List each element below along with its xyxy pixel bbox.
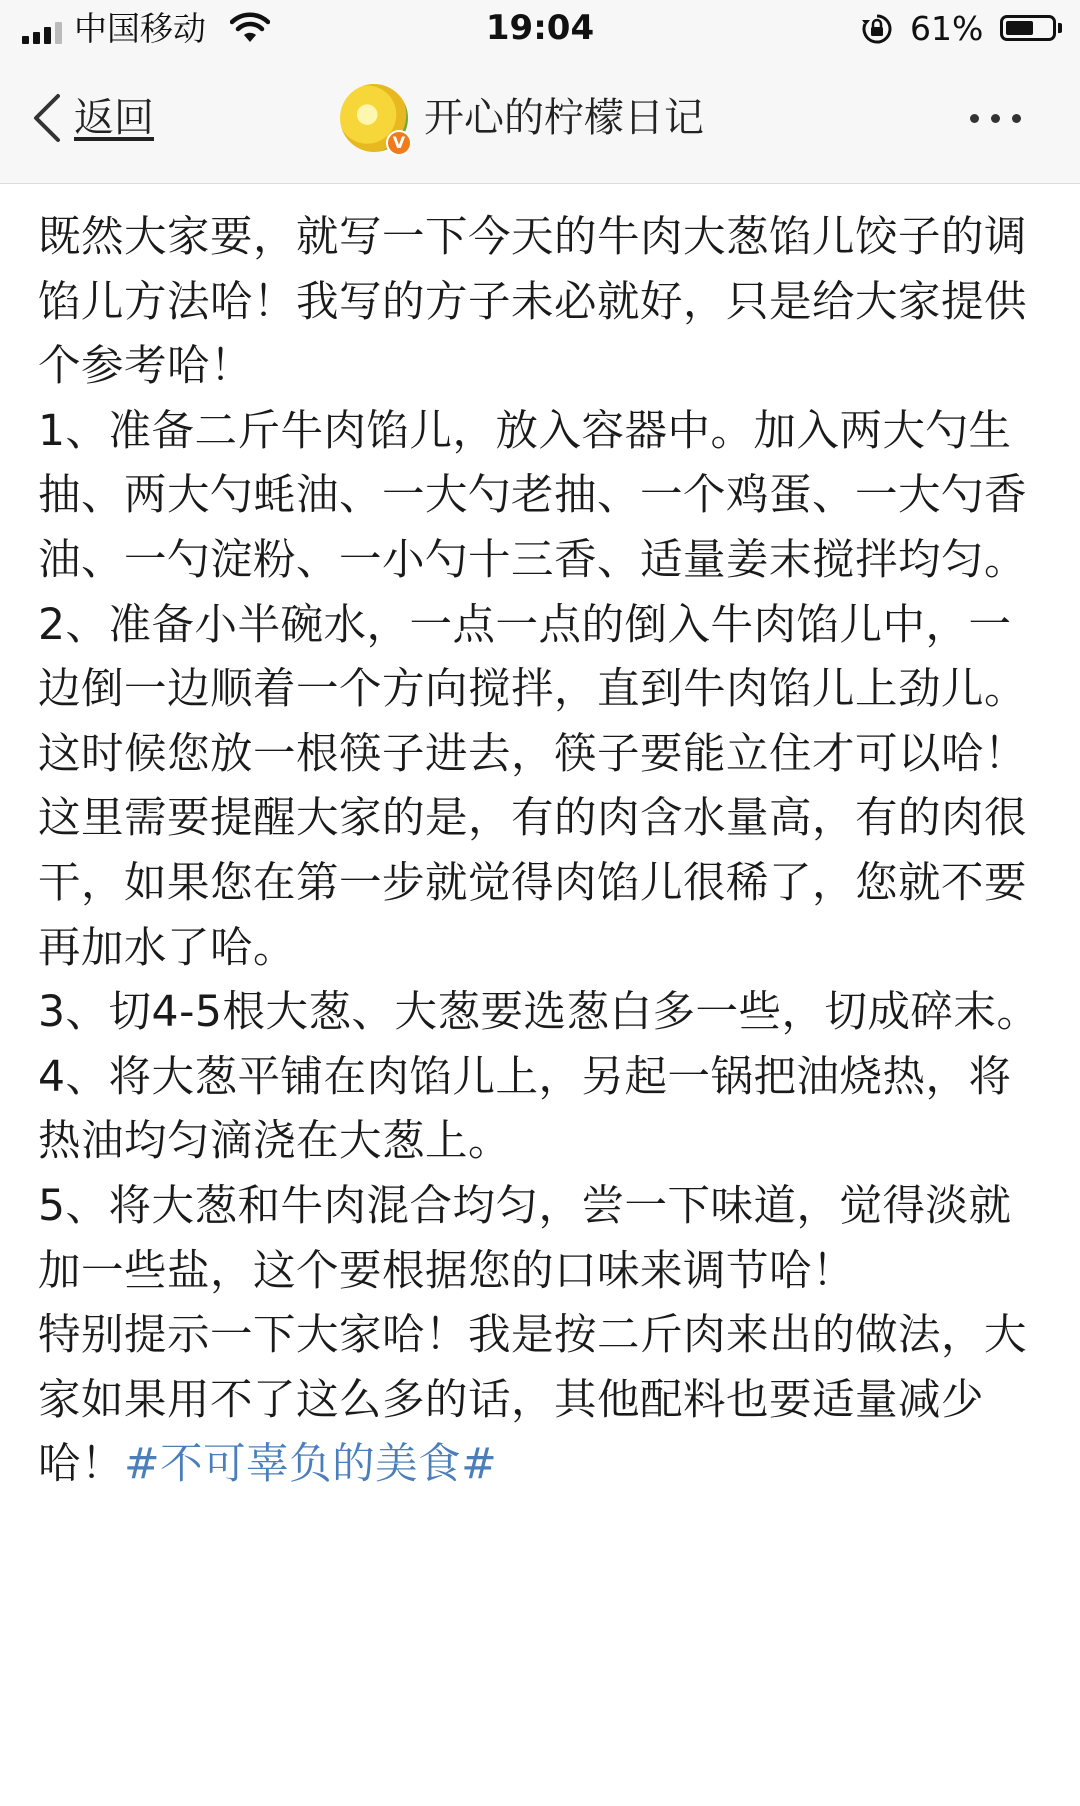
page-title: 开心的柠檬日记 xyxy=(424,95,704,141)
back-button[interactable] xyxy=(28,86,154,150)
status-time: 19:04 xyxy=(485,8,595,48)
battery-nub xyxy=(1058,23,1062,33)
post-paragraph: 1、准备二斤牛肉馅儿，放入容器中。加入两大勺生抽、两大勺蚝油、一大勺老抽、一个鸡蛋、一大勺香油、一勺淀粉、一小勺十三香、适量姜末搅拌均匀。 xyxy=(38,406,1028,585)
battery-percent: 61% xyxy=(910,9,984,48)
chevron-left-icon xyxy=(28,90,68,146)
hashtag-link[interactable]: #不可辜负的美食# xyxy=(124,1440,498,1490)
account-header[interactable] xyxy=(340,82,704,154)
post-paragraph: 2、准备小半碗水，一点一点的倒入牛肉馅儿中，一边倒一边顺着一个方向搅拌，直到牛肉馅儿上劲儿。这时候您放一根筷子进去，筷子要能立住才可以哈！这里需要提醒大家的是，有的肉含水量高，有的肉很干，如果您在第一步就觉得肉馅儿很稀了，您就不要再加水了哈。 xyxy=(38,600,1028,973)
post-body xyxy=(38,206,1048,1498)
battery-icon xyxy=(1000,15,1056,41)
nav-bar xyxy=(0,58,1080,184)
post-final-paragraph xyxy=(38,1304,1048,1498)
post-paragraph: 5、将大葱和牛肉混合均匀，尝一下味道，觉得淡就加一些盐，这个要根据您的口味来调节哈！ xyxy=(38,1181,1012,1296)
post-paragraph: 3、切4-5根大葱、大葱要选葱白多一些，切成碎末。 xyxy=(38,988,1040,1038)
status-bar xyxy=(0,0,1080,58)
rotation-lock-icon xyxy=(860,12,894,46)
more-icon[interactable] xyxy=(970,108,1050,128)
avatar[interactable] xyxy=(340,84,408,152)
post-paragraph: 既然大家要，就写一下今天的牛肉大葱馅儿饺子的调馅儿方法哈！我写的方子未必就好，只是给大家提供个参考哈！ xyxy=(38,213,1028,392)
post-paragraph: 4、将大葱平铺在肉馅儿上，另起一锅把油烧热，将热油均匀滴浇在大葱上。 xyxy=(38,1052,1012,1167)
carrier-label: 中国移动 xyxy=(74,9,206,48)
back-label: 返回 xyxy=(74,95,154,141)
verified-badge-icon: V xyxy=(386,130,412,156)
post-final-text: 特别提示一下大家哈！我是按二斤肉来出的做法，大家如果用不了这么多的话，其他配料也要适量减少哈！ xyxy=(38,1311,1028,1490)
battery-level-fill xyxy=(1006,21,1033,35)
